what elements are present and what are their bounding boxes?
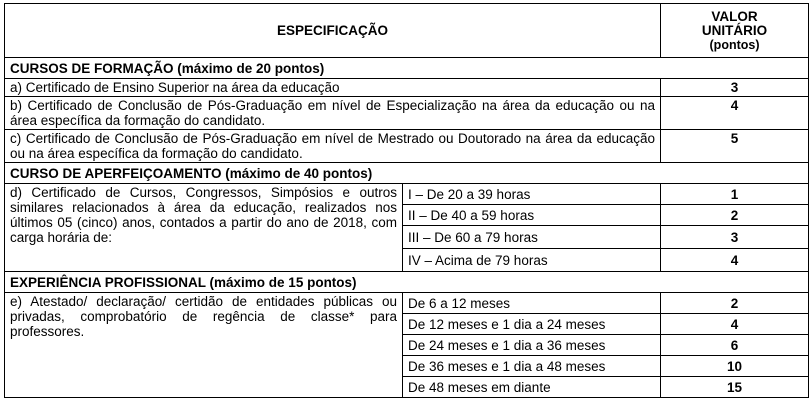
item-description: d) Certificado de Cursos, Congressos, Simpósios e outros similares relacionados à área da educação, realizados nos últimos 05 (cinco) anos, contados a partir do ano de 2018, com carga horária de: <box>5 184 403 272</box>
sub-value: 15 <box>661 377 809 398</box>
sub-value: 2 <box>661 293 809 314</box>
item-text: b) Certificado de Conclusão de Pós-Graduação em nível de Especialização na área da educação ou na área específica da formação do candidato. <box>5 97 661 130</box>
table-row <box>5 130 809 163</box>
sub-label: III – De 60 a 79 horas <box>403 226 661 249</box>
item-value: 4 <box>661 97 809 130</box>
sub-label: De 6 a 12 meses <box>403 293 661 314</box>
item-value: 3 <box>661 79 809 97</box>
sub-value: 3 <box>661 226 809 249</box>
item-text: c) Certificado de Conclusão de Pós-Graduação em nível de Mestrado ou Doutorado na área da educação ou na área específica da formação do candidato. <box>5 130 661 163</box>
sub-value: 4 <box>661 314 809 335</box>
section-title: CURSOS DE FORMAÇÃO (máximo de 20 pontos) <box>5 58 809 79</box>
sub-label: De 12 meses e 1 dia a 24 meses <box>403 314 661 335</box>
section-title-row <box>5 58 809 79</box>
section-title: EXPERIÊNCIA PROFISSIONAL (máximo de 15 pontos) <box>5 272 809 293</box>
scoring-table <box>4 3 809 398</box>
sub-value: 4 <box>661 249 809 272</box>
sub-label: IV – Acima de 79 horas <box>403 249 661 272</box>
table-row <box>5 293 809 314</box>
header-spec: ESPECIFICAÇÃO <box>5 4 661 58</box>
header-value-line2: UNITÁRIO <box>701 22 768 38</box>
header-value <box>661 4 809 58</box>
table-row <box>5 97 809 130</box>
sub-label: De 36 meses e 1 dia a 48 meses <box>403 356 661 377</box>
sub-label: I – De 20 a 39 horas <box>403 184 661 205</box>
sub-label: De 48 meses em diante <box>403 377 661 398</box>
table-row <box>5 184 809 205</box>
section-title: CURSO DE APERFEIÇOAMENTO (máximo de 40 pontos) <box>5 163 809 184</box>
section-title-row <box>5 163 809 184</box>
sub-label: De 24 meses e 1 dia a 36 meses <box>403 335 661 356</box>
item-text: a) Certificado de Ensino Superior na área da educação <box>5 79 661 97</box>
sub-label: II – De 40 a 59 horas <box>403 205 661 226</box>
sub-value: 6 <box>661 335 809 356</box>
header-value-line1: VALOR <box>711 8 758 24</box>
item-description: e) Atestado/ declaração/ certidão de entidades públicas ou privadas, comprobatório de regência de classe* para professores. <box>5 293 403 398</box>
header-value-line3: (pontos) <box>709 37 760 52</box>
sub-value: 1 <box>661 184 809 205</box>
header-row <box>5 4 809 58</box>
table-row <box>5 79 809 97</box>
sub-value: 2 <box>661 205 809 226</box>
section-title-row <box>5 272 809 293</box>
sub-value: 10 <box>661 356 809 377</box>
item-value: 5 <box>661 130 809 163</box>
